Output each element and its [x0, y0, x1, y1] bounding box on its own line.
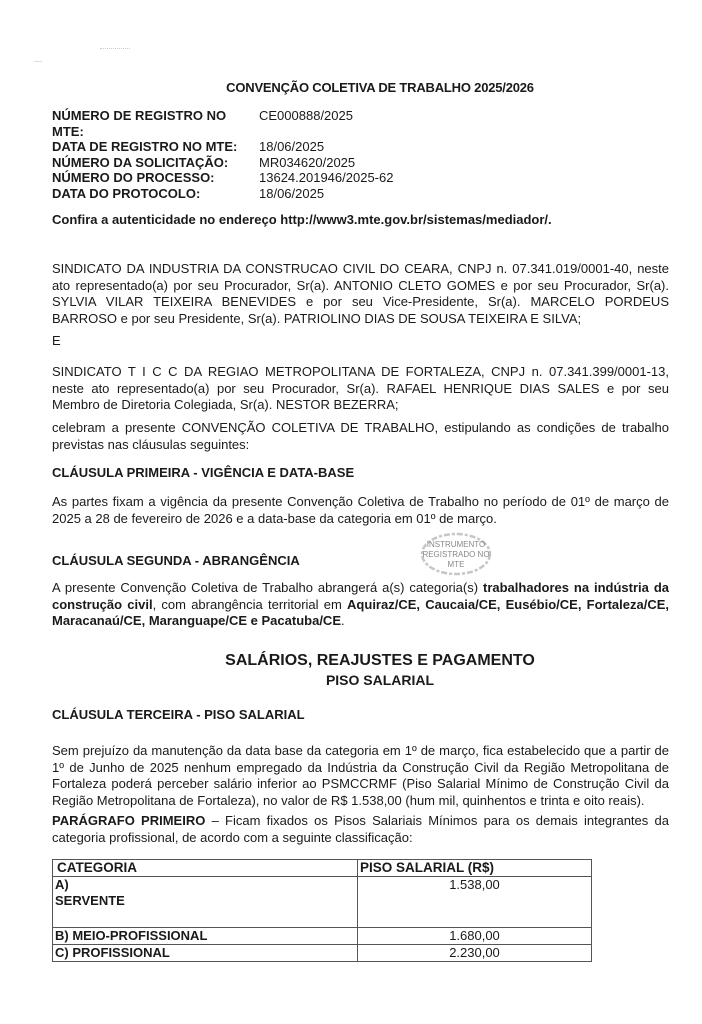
- stamp-line-1: INSTRUMENTO: [426, 540, 486, 549]
- clause-2-heading: CLÁUSULA SEGUNDA - ABRANGÊNCIA: [52, 553, 300, 568]
- section-title: SALÁRIOS, REAJUSTES E PAGAMENTO: [225, 652, 535, 669]
- registration-label: NÚMERO DO PROCESSO:: [52, 170, 215, 185]
- table-header-row: [53, 860, 592, 877]
- registration-row: [52, 108, 393, 139]
- row-category: B) MEIO-PROFISSIONAL: [53, 928, 358, 945]
- authenticity-notice: Confira a autenticidade no endereço http://www3.mte.gov.br/sistemas/mediador/.: [52, 212, 552, 227]
- paragraph-first-text: – Ficam fixados os Pisos Salariais Mínimos para os demais integrantes da categoria profissional, de acordo com a seguinte classificação:: [52, 813, 669, 845]
- paragraph-first-label: PARÁGRAFO PRIMEIRO: [52, 813, 206, 828]
- clause-2-territory: Aquiraz/CE, Caucaia/CE, Eusébio/CE, Fortaleza/CE, Maracanaú/CE, Maranguape/CE e Pacatuba/CE: [52, 596, 669, 628]
- registration-label: DATA DE REGISTRO NO MTE:: [52, 139, 238, 154]
- table-row: [53, 928, 592, 945]
- scan-artifact: [100, 48, 130, 51]
- stamp-line-2: REGISTRADO NO: [422, 550, 490, 559]
- registration-value: 18/06/2025: [259, 139, 325, 154]
- clause-2-text: [52, 580, 669, 630]
- row-category-letter: A): [55, 877, 69, 892]
- row-category: C) PROFISSIONAL: [53, 945, 358, 962]
- header-salary: PISO SALARIAL (R$): [358, 860, 592, 877]
- registration-info: [52, 108, 393, 201]
- celebration-paragraph: celebram a presente CONVENÇÃO COLETIVA DE TRABALHO, estipulando as condições de trabalho previstas nas cláusulas seguintes:: [52, 420, 669, 452]
- clause-3-heading: CLÁUSULA TERCEIRA - PISO SALARIAL: [52, 707, 305, 722]
- salary-floor-table: [52, 859, 592, 962]
- scan-artifact: [34, 61, 42, 62]
- registration-row: [52, 186, 393, 202]
- row-category-name: SERVENTE: [55, 893, 125, 908]
- header-category: CATEGORIA: [53, 860, 358, 877]
- registration-row: [52, 170, 393, 186]
- conjunction: E: [52, 333, 61, 348]
- clause-1-text: As partes fixam a vigência da presente Convenção Coletiva de Trabalho no período de 01º de março de 2025 a 28 de fevereiro de 2026 e a data-base da categoria em 01º de março.: [52, 494, 669, 526]
- registration-row: [52, 139, 393, 155]
- registration-row: [52, 155, 393, 171]
- paragraph-first: [52, 813, 669, 846]
- registration-value: 13624.201946/2025-62: [259, 170, 394, 185]
- clause-1-heading: CLÁUSULA PRIMEIRA - VIGÊNCIA E DATA-BASE: [52, 465, 355, 480]
- row-category: [53, 877, 358, 928]
- party-workers: SINDICATO T I C C DA REGIAO METROPOLITANA DE FORTALEZA, CNPJ n. 07.341.399/0001-13, neste ato representado(a) por seu Procurador, Sr(a). RAFAEL HENRIQUE DIAS SALES e por seu Membro de Diretoria Colegiada, Sr(a). NESTOR BEZERRA;: [52, 364, 669, 412]
- registration-stamp: [420, 532, 492, 576]
- registration-value: 18/06/2025: [259, 185, 325, 201]
- registration-value: MR034620/2025: [259, 154, 356, 170]
- document-title: CONVENÇÃO COLETIVA DE TRABALHO 2025/2026: [226, 80, 534, 95]
- clause-2-text-a: A presente Convenção Coletiva de Trabalho abrangerá a(s) categoria(s): [52, 580, 483, 595]
- table-row: [53, 877, 592, 928]
- section-subtitle: PISO SALARIAL: [325, 672, 435, 688]
- registration-label: NÚMERO DE REGISTRO NO MTE:: [52, 108, 227, 139]
- row-salary: 2.230,00: [358, 945, 592, 962]
- registration-label: DATA DO PROTOCOLO:: [52, 185, 201, 201]
- clause-3-text: Sem prejuízo da manutenção da data base da categoria em 1º de março, fica estabelecido que a partir de 1º de Junho de 2025 nenhum empregado da Indústria da Construção Civil da Região Metropolitana de Fortaleza poderá perceber salário inferior ao PSMCCRMF (Piso Salarial Mínimo de Construção Civil da Região Metropolitana de Fortaleza), no valor de R$ 1.538,00 (hum mil, quinhentos e trinta e oito reais).: [52, 743, 669, 808]
- clause-2-text-c: .: [340, 613, 345, 628]
- registration-value: CE000888/2025: [259, 108, 353, 123]
- clause-2-text-b: , com abrangência territorial em: [152, 596, 348, 612]
- party-employer: SINDICATO DA INDUSTRIA DA CONSTRUCAO CIVIL DO CEARA, CNPJ n. 07.341.019/0001-40, neste ato representado(a) por seu Procurador, Sr(a). ANTONIO CLETO GOMES e por seu Procurador, Sr(a). SYLVIA VILAR TEIXEIRA BENEVIDES e por seu Vice-Presidente, Sr(a). MARCELO PORDEUS BARROSO e por seu Presidente, Sr(a). PATRIOLINO DIAS DE SOUSA TEIXEIRA E SILVA;: [52, 261, 669, 326]
- stamp-line-3: MTE: [447, 560, 465, 569]
- row-salary: 1.680,00: [358, 928, 592, 945]
- table-row: [53, 945, 592, 962]
- row-salary: 1.538,00: [358, 877, 592, 928]
- registration-label: NÚMERO DA SOLICITAÇÃO:: [52, 154, 229, 170]
- clause-2-category: trabalhadores na indústria da construção civil: [52, 580, 669, 612]
